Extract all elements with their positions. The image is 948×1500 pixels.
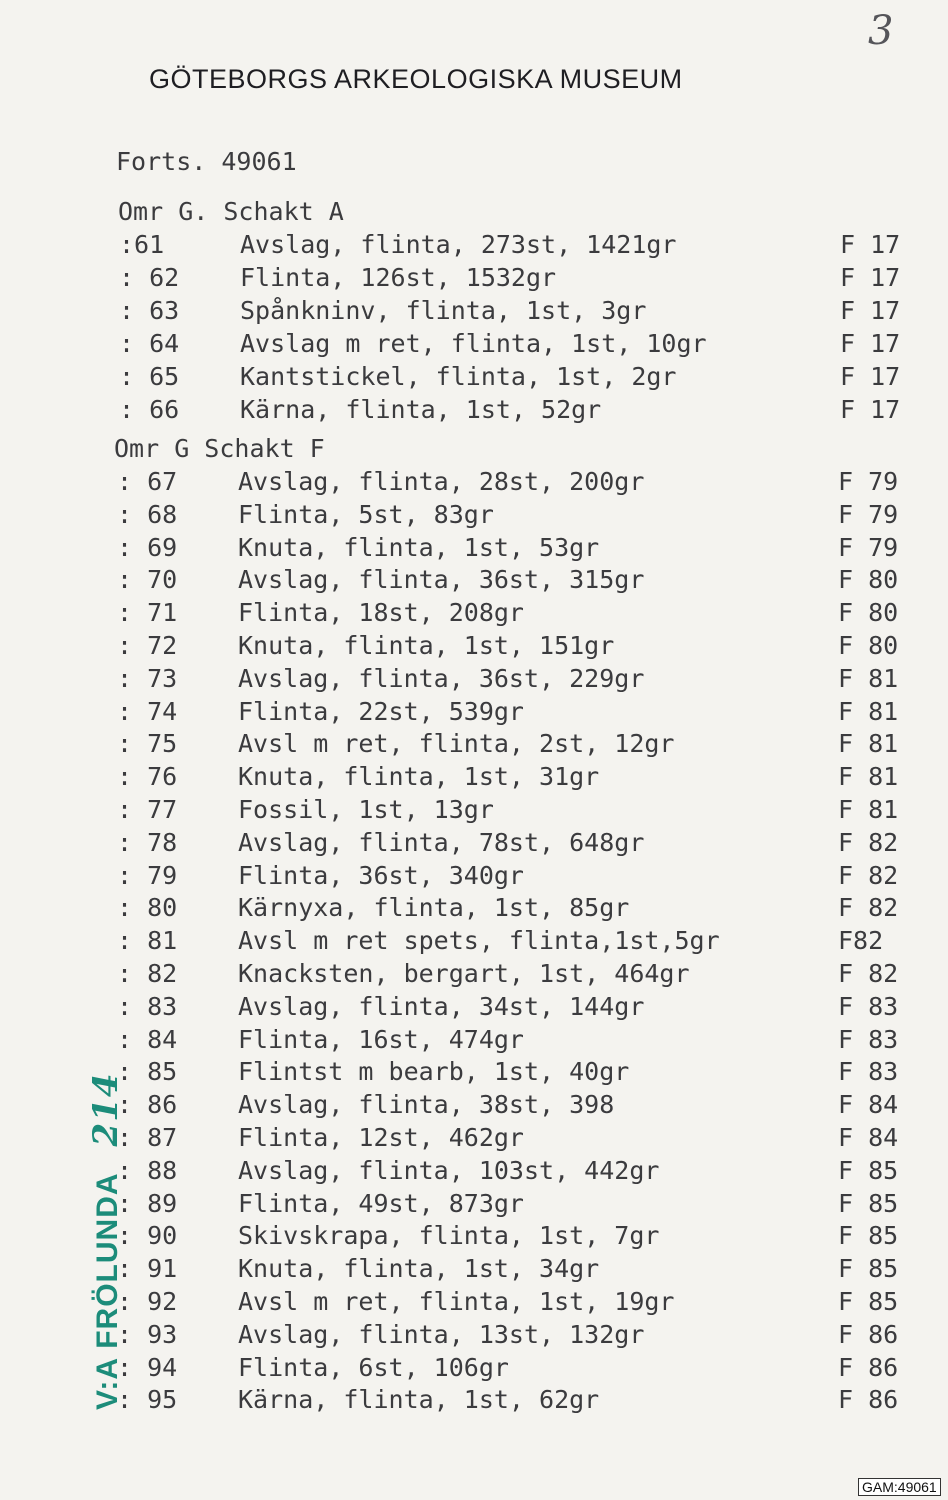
catalog-row	[0, 360, 948, 393]
find-reference: F 17	[840, 230, 901, 259]
item-number: :61	[119, 230, 165, 259]
catalog-row	[0, 760, 948, 793]
item-number: : 72	[117, 631, 178, 660]
find-reference: F 82	[838, 959, 899, 988]
catalog-row	[0, 1285, 948, 1318]
catalog-row	[0, 924, 948, 957]
item-description: Avslag, flinta, 273st, 1421gr	[240, 230, 677, 259]
find-reference: F 17	[840, 296, 901, 325]
catalog-row	[0, 727, 948, 760]
item-description: Fossil, 1st, 13gr	[238, 795, 494, 824]
item-description: Avslag, flinta, 28st, 200gr	[238, 467, 645, 496]
catalog-row	[0, 1351, 948, 1384]
item-description: Knacksten, bergart, 1st, 464gr	[238, 959, 690, 988]
catalog-row	[0, 1219, 948, 1252]
item-description: Avslag, flinta, 103st, 442gr	[238, 1155, 660, 1185]
item-description: Kantstickel, flinta, 1st, 2gr	[240, 362, 677, 391]
item-number: : 79	[117, 860, 178, 890]
item-description: Kärna, flinta, 1st, 62gr	[238, 1385, 600, 1415]
catalog-row	[0, 393, 948, 426]
item-number: : 65	[119, 362, 180, 391]
catalog-row	[0, 1055, 948, 1088]
item-number: : 80	[117, 893, 178, 923]
item-number: : 70	[117, 565, 178, 595]
item-number: : 68	[117, 499, 178, 529]
item-description: Avsl m ret spets, flinta,1st,5gr	[238, 926, 720, 956]
item-description: Flinta, 49st, 873gr	[238, 1188, 524, 1218]
catalog-row	[0, 1187, 948, 1220]
find-reference: F 83	[838, 991, 899, 1021]
find-reference: F 82	[838, 893, 899, 923]
item-description: Flinta, 18st, 208gr	[238, 598, 524, 628]
catalog-row	[0, 1318, 948, 1351]
item-number: : 63	[119, 296, 180, 325]
catalog-row	[0, 859, 948, 892]
find-reference: F 85	[838, 1221, 899, 1251]
catalog-row	[0, 957, 948, 990]
item-description: Avslag, flinta, 36st, 229gr	[238, 663, 645, 693]
museum-header: GÖTEBORGS ARKEOLOGISKA MUSEUM	[149, 64, 683, 94]
find-reference: F82	[838, 926, 884, 956]
find-reference: F 17	[840, 263, 901, 292]
catalog-row	[0, 1023, 948, 1056]
catalog-row	[0, 294, 948, 327]
item-description: Flinta, 5st, 83gr	[238, 499, 494, 529]
item-description: Skivskrapa, flinta, 1st, 7gr	[238, 1221, 660, 1251]
find-reference: F 80	[838, 598, 899, 628]
item-description: Knuta, flinta, 1st, 31gr	[238, 762, 600, 792]
item-number: : 69	[117, 532, 178, 562]
item-number: : 87	[117, 1123, 178, 1152]
catalog-row	[0, 531, 948, 564]
item-description: Avsl m ret, flinta, 2st, 12gr	[238, 729, 675, 759]
find-reference: F 81	[838, 696, 899, 726]
find-reference: F 86	[838, 1352, 899, 1382]
find-reference: F 79	[838, 532, 899, 562]
item-description: Avslag, flinta, 36st, 315gr	[238, 565, 645, 595]
item-description: Flinta, 22st, 539gr	[238, 696, 524, 726]
catalog-row	[0, 1383, 948, 1416]
item-description: Avslag, flinta, 78st, 648gr	[238, 827, 645, 857]
catalog-row	[0, 327, 948, 360]
find-reference: F 81	[838, 795, 899, 824]
catalog-row	[0, 662, 948, 695]
find-reference: F 81	[838, 729, 899, 759]
find-reference: F 83	[838, 1057, 899, 1087]
section-f-heading: Omr G Schakt F	[114, 434, 325, 463]
item-description: Knuta, flinta, 1st, 151gr	[238, 631, 615, 660]
item-number: : 92	[117, 1287, 178, 1316]
find-reference: F 79	[838, 467, 899, 496]
item-number: : 86	[117, 1090, 178, 1120]
item-number: : 94	[117, 1352, 178, 1382]
find-reference: F 85	[838, 1155, 899, 1185]
item-description: Flinta, 12st, 462gr	[238, 1123, 524, 1152]
item-description: Avslag, flinta, 34st, 144gr	[238, 991, 645, 1021]
item-description: Avslag, flinta, 13st, 132gr	[238, 1319, 645, 1349]
item-description: Kärnyxa, flinta, 1st, 85gr	[238, 893, 630, 923]
item-number: : 88	[117, 1155, 178, 1185]
item-description: Knuta, flinta, 1st, 34gr	[238, 1254, 600, 1284]
archive-id: GAM:49061	[858, 1478, 941, 1496]
find-reference: F 85	[838, 1188, 899, 1218]
find-reference: F 82	[838, 827, 899, 857]
catalog-row	[0, 990, 948, 1023]
catalog-row	[0, 629, 948, 662]
catalog-row	[0, 596, 948, 629]
continuation-line: Forts. 49061	[116, 147, 297, 176]
catalog-row	[0, 695, 948, 728]
item-number: : 78	[117, 827, 178, 857]
find-reference: F 86	[838, 1319, 899, 1349]
catalog-row	[0, 891, 948, 924]
item-number: : 81	[117, 926, 178, 956]
item-number: : 83	[117, 991, 178, 1021]
catalog-row	[0, 465, 948, 498]
find-reference: F 85	[838, 1287, 899, 1316]
item-description: Flinta, 126st, 1532gr	[240, 263, 557, 292]
catalog-row	[0, 1252, 948, 1285]
stamp-text: V:A FRÖLUNDA	[91, 1172, 124, 1410]
item-number: : 75	[117, 729, 178, 759]
item-description: Avslag m ret, flinta, 1st, 10gr	[240, 329, 707, 358]
item-description: Spånkninv, flinta, 1st, 3gr	[240, 296, 647, 325]
page-number: 3	[868, 8, 894, 54]
item-description: Flinta, 16st, 474gr	[238, 1024, 524, 1054]
item-number: : 73	[117, 663, 178, 693]
find-reference: F 85	[838, 1254, 899, 1284]
item-number: : 95	[117, 1385, 178, 1415]
item-number: : 90	[117, 1221, 178, 1251]
item-number: : 84	[117, 1024, 178, 1054]
item-number: : 67	[117, 467, 178, 496]
item-description: Flinta, 6st, 106gr	[238, 1352, 509, 1382]
item-description: Flintst m bearb, 1st, 40gr	[238, 1057, 630, 1087]
item-number: : 93	[117, 1319, 178, 1349]
item-description: Knuta, flinta, 1st, 53gr	[238, 532, 600, 562]
item-description: Avsl m ret, flinta, 1st, 19gr	[238, 1287, 675, 1316]
find-reference: F 17	[840, 362, 901, 391]
find-reference: F 17	[840, 395, 901, 424]
item-number: : 91	[117, 1254, 178, 1284]
item-description: Avslag, flinta, 38st, 398	[238, 1090, 615, 1120]
item-number: : 64	[119, 329, 180, 358]
catalog-row	[0, 793, 948, 826]
find-reference: F 80	[838, 631, 899, 660]
item-number: : 76	[117, 762, 178, 792]
item-number: : 89	[117, 1188, 178, 1218]
item-number: : 77	[117, 795, 178, 824]
catalog-row	[0, 261, 948, 294]
catalog-row	[0, 563, 948, 596]
catalog-row	[0, 228, 948, 261]
find-reference: F 17	[840, 329, 901, 358]
find-reference: F 82	[838, 860, 899, 890]
find-reference: F 84	[838, 1090, 899, 1120]
find-reference: F 84	[838, 1123, 899, 1152]
item-number: : 82	[117, 959, 178, 988]
item-number: : 74	[117, 696, 178, 726]
catalog-row	[0, 498, 948, 531]
find-reference: F 81	[838, 663, 899, 693]
item-number: : 85	[117, 1057, 178, 1087]
item-number: : 62	[119, 263, 180, 292]
catalog-row	[0, 1154, 948, 1187]
catalog-row	[0, 1088, 948, 1121]
item-description: Kärna, flinta, 1st, 52gr	[240, 395, 602, 424]
item-number: : 66	[119, 395, 180, 424]
catalog-row	[0, 1121, 948, 1154]
item-description: Flinta, 36st, 340gr	[238, 860, 524, 890]
section-a-heading: Omr G. Schakt A	[118, 197, 344, 226]
site-stamp	[86, 1072, 126, 1410]
catalog-row	[0, 826, 948, 859]
find-reference: F 80	[838, 565, 899, 595]
find-reference: F 81	[838, 762, 899, 792]
find-reference: F 86	[838, 1385, 899, 1415]
find-reference: F 79	[838, 499, 899, 529]
find-reference: F 83	[838, 1024, 899, 1054]
item-number: : 71	[117, 598, 178, 628]
handwritten-number: 214	[86, 1072, 126, 1147]
